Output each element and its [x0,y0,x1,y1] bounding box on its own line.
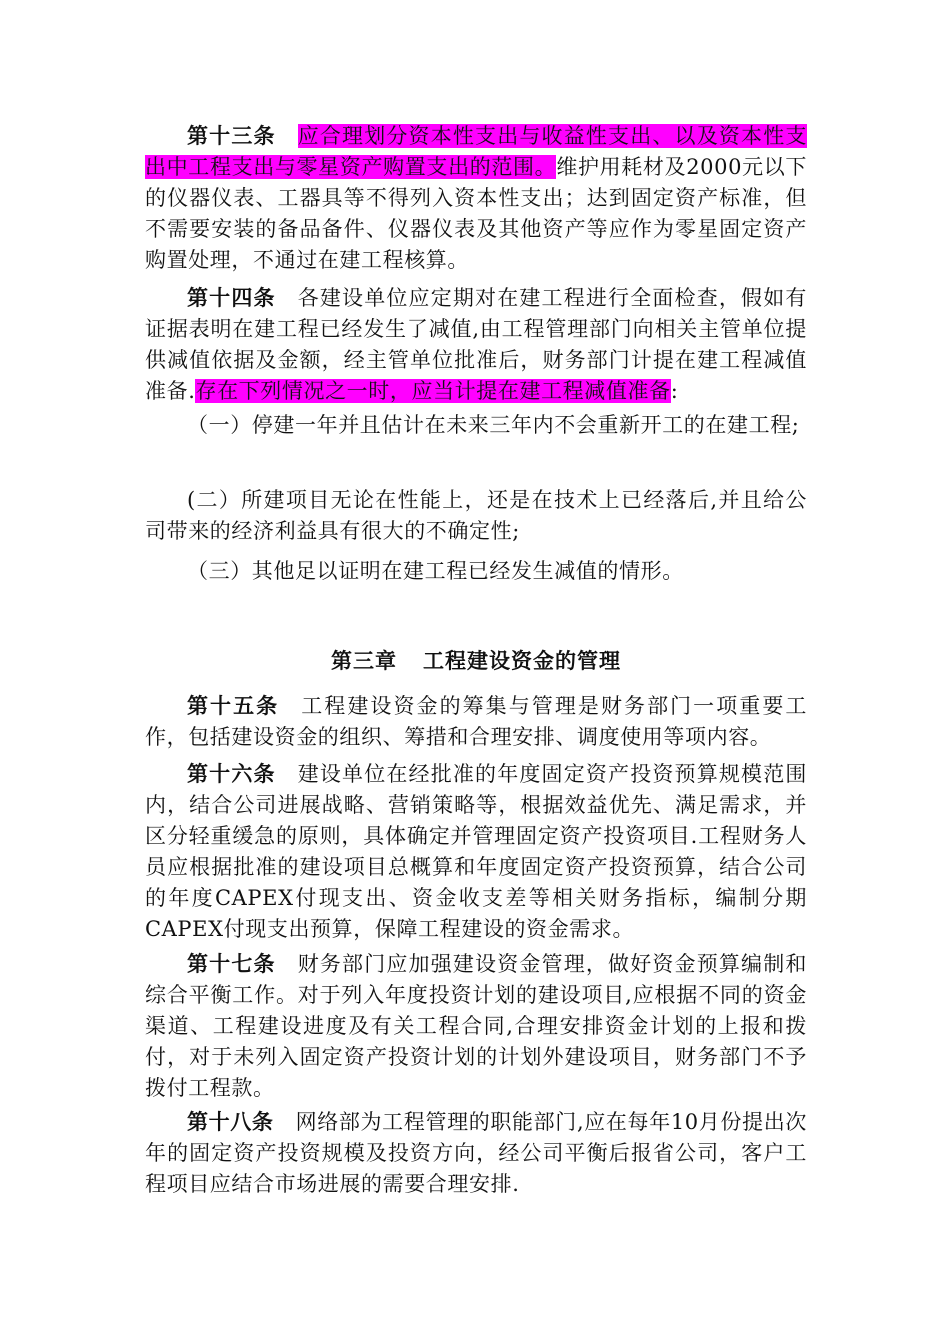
article-15-number: 第十五条 [187,693,280,718]
article-17-paragraph [145,948,807,1104]
article-13-highlight: 应合理划分资本性支出与收益性支出、以及资本性支出中工程支出与零星资产购置支出的范围。 [145,124,807,179]
article-15-paragraph [145,690,807,753]
article-17-text: 财务部门应加强建设资金管理，做好资金预算编制和综合平衡工作。对于列入年度投资计划的建设项目,应根据不同的资金渠道、工程建设进度及有关工程合同,合理安排资金计划的上报和拨付，对于未列入固定资产投资计划的计划外建设项目，财务部门不予拨付工程款。 [145,952,807,1100]
article-18-paragraph [145,1106,807,1200]
article-14-highlight: 存在下列情况之一时，应当计提在建工程减值准备 [195,379,671,403]
article-16-text: 建设单位在经批准的年度固定资产投资预算规模范围内，结合公司进展战略、营销策略等，根据效益优先、满足需求，并区分轻重缓急的原则，具体确定并管理固定资产投资项目.工程财务人员应根据批准的建设项目总概算和年度固定资产投资预算，结合公司的年度CAPEX付现支出、资金收支差等相关财务指标，编制分期CAPEX付现支出预算，保障工程建设的资金需求。 [145,762,807,941]
article-14-number: 第十四条 [187,285,276,310]
list-item-1-text: （一）停建一年并且估计在未来三年内不会重新开工的在建工程; [187,413,800,437]
article-18 [145,1106,807,1200]
article-15-text: 工程建设资金的筹集与管理是财务部门一项重要工作，包括建设资金的组织、筹措和合理安排、调度使用等项内容。 [145,694,808,749]
article-14-text: 各建设单位应定期对在建工程进行全面检查，假如有证据表明在建工程已经发生了减值,由工程管理部门向相关主管单位提供减值依据及金额，经主管单位批准后，财务部门计提在建工程减值准备. [145,286,807,403]
article-13 [145,120,807,276]
article-17-number: 第十七条 [187,951,276,976]
chapter-heading [145,645,807,676]
article-16-number: 第十六条 [187,761,276,786]
article-16-paragraph [145,758,807,945]
list-item-3-text: （三）其他足以证明在建工程已经发生减值的情形。 [187,559,684,583]
list-item-2-text: (二）所建项目无论在性能上，还是在技术上已经落后,并且给公司带来的经济利益具有很大的不确定性; [145,488,807,543]
article-16 [145,758,807,945]
chapter-title: 工程建设资金的管理 [423,648,621,673]
article-13-paragraph [145,120,807,276]
article-18-number: 第十八条 [187,1109,274,1134]
article-13-number: 第十三条 [187,123,276,148]
article-14 [145,282,807,407]
article-14-suffix: : [670,379,679,403]
list-item-2 [145,485,807,547]
list-item-1 [145,410,807,441]
article-13-text: 维护用耗材及2000元以下的仪器仪表、工器具等不得列入资本性支出；达到固定资产标准，但不需要安装的备品备件、仪器仪表及其他资产等应作为零星固定资产购置处理，不通过在建工程核算。 [145,155,807,272]
article-15 [145,690,807,753]
chapter-number: 第三章 [331,648,397,673]
list-item-3 [145,556,807,587]
article-17 [145,948,807,1104]
article-18-text: 网络部为工程管理的职能部门,应在每年10月份提出次年的固定资产投资规模及投资方向，经公司平衡后报省公司，客户工程项目应结合市场进展的需要合理安排. [145,1110,807,1196]
article-14-paragraph [145,282,807,407]
